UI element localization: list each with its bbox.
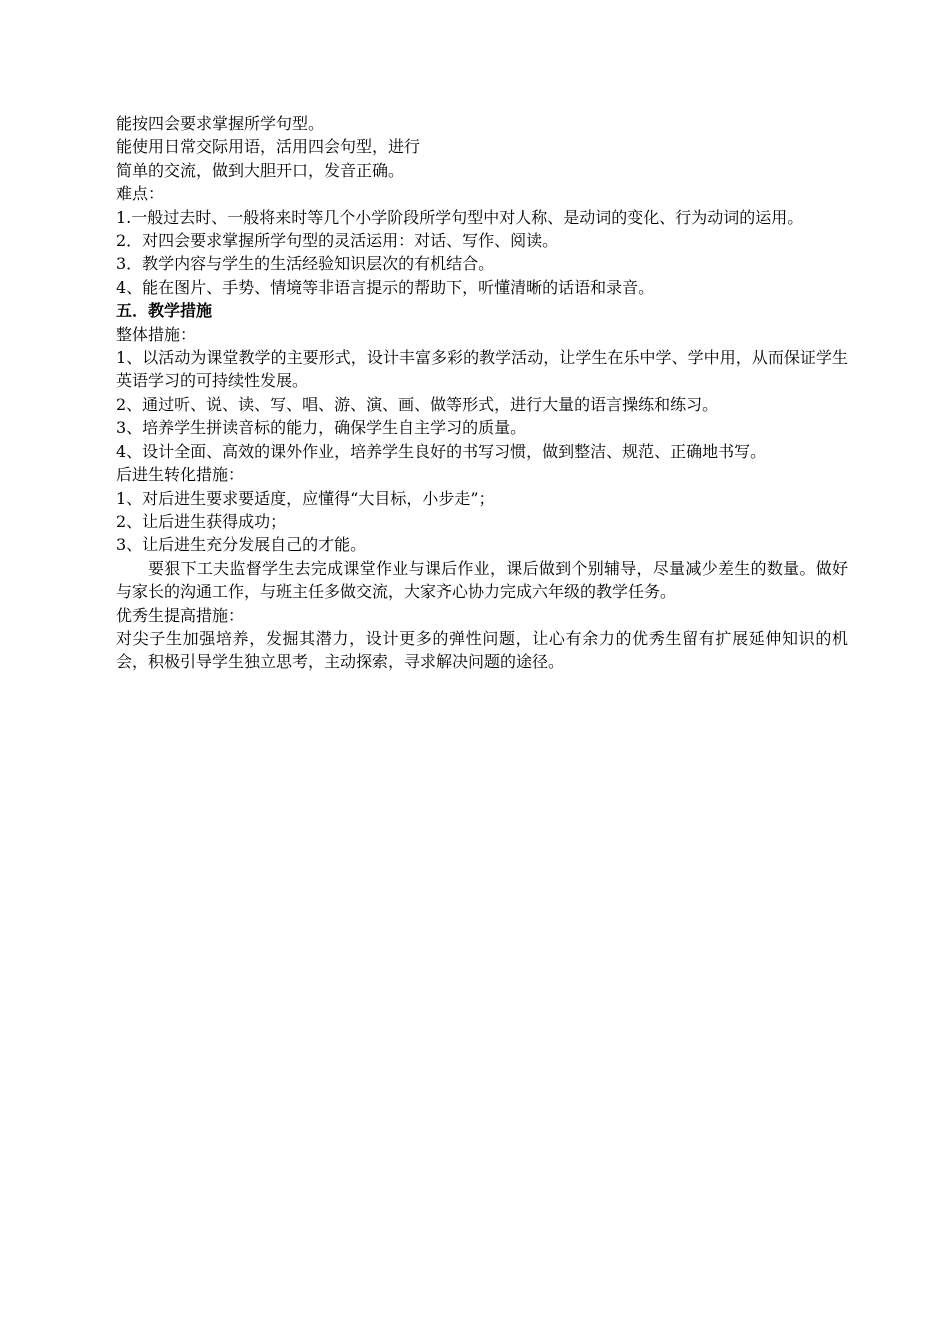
subheading-struggling-students: 后进生转化措施：	[116, 465, 245, 485]
list-item: 2、通过听、说、读、写、唱、游、演、画、做等形式，进行大量的语言操练和练习。	[116, 394, 719, 414]
list-item: 4、能在图片、手势、情境等非语言提示的帮助下，听懂清晰的话语和录音。	[116, 277, 655, 297]
list-item: 4、设计全面、高效的课外作业，培养学生良好的书写习惯，做到整洁、规范、正确地书写。	[116, 441, 767, 461]
section-heading: 五．教学措施	[116, 301, 213, 321]
subheading-overall-measures: 整体措施：	[116, 324, 197, 344]
paragraph: 要狠下工夫监督学生去完成课堂作业与课后作业，课后做到个别辅导，尽量减少差生的数量。做好与家长的沟通工作，与班主任多做交流，大家齐心协力完成六年级的教学任务。	[116, 558, 848, 602]
list-item: 1、以活动为课堂教学的主要形式，设计丰富多彩的教学活动，让学生在乐中学、学中用，从而保证学生英语学习的可持续性发展。	[116, 348, 848, 391]
paragraph: 对尖子生加强培养，发掘其潜力，设计更多的弹性问题，让心有余力的优秀生留有扩展延伸知识的机会，积极引导学生独立思考，主动探索，寻求解决问题的途径。	[116, 628, 848, 672]
list-item: 1.一般过去时、一般将来时等几个小学阶段所学句型中对人称、是动词的变化、行为动词的运用。	[116, 207, 804, 227]
text-line: 能按四会要求掌握所学句型。	[116, 114, 325, 133]
text-line: 简单的交流，做到大胆开口，发音正确。	[116, 160, 405, 180]
list-item: 1、对后进生要求要适度，应懂得“大目标，小步走”；	[116, 488, 495, 508]
list-item: 2、让后进生获得成功；	[116, 511, 287, 531]
document-body	[116, 112, 848, 674]
subheading-difficulties: 难点：	[116, 184, 165, 204]
list-item: 3、培养学生拼读音标的能力，确保学生自主学习的质量。	[116, 418, 527, 438]
text-line: 能使用日常交际用语，活用四会句型，进行	[116, 137, 421, 157]
subheading-excellent-students: 优秀生提高措施：	[116, 605, 245, 625]
list-item: 3．教学内容与学生的生活经验知识层次的有机结合。	[116, 254, 495, 274]
list-item: 3、让后进生充分发展自己的才能。	[116, 535, 367, 555]
list-item: 2．对四会要求掌握所学句型的灵活运用：对话、写作、阅读。	[116, 231, 559, 251]
